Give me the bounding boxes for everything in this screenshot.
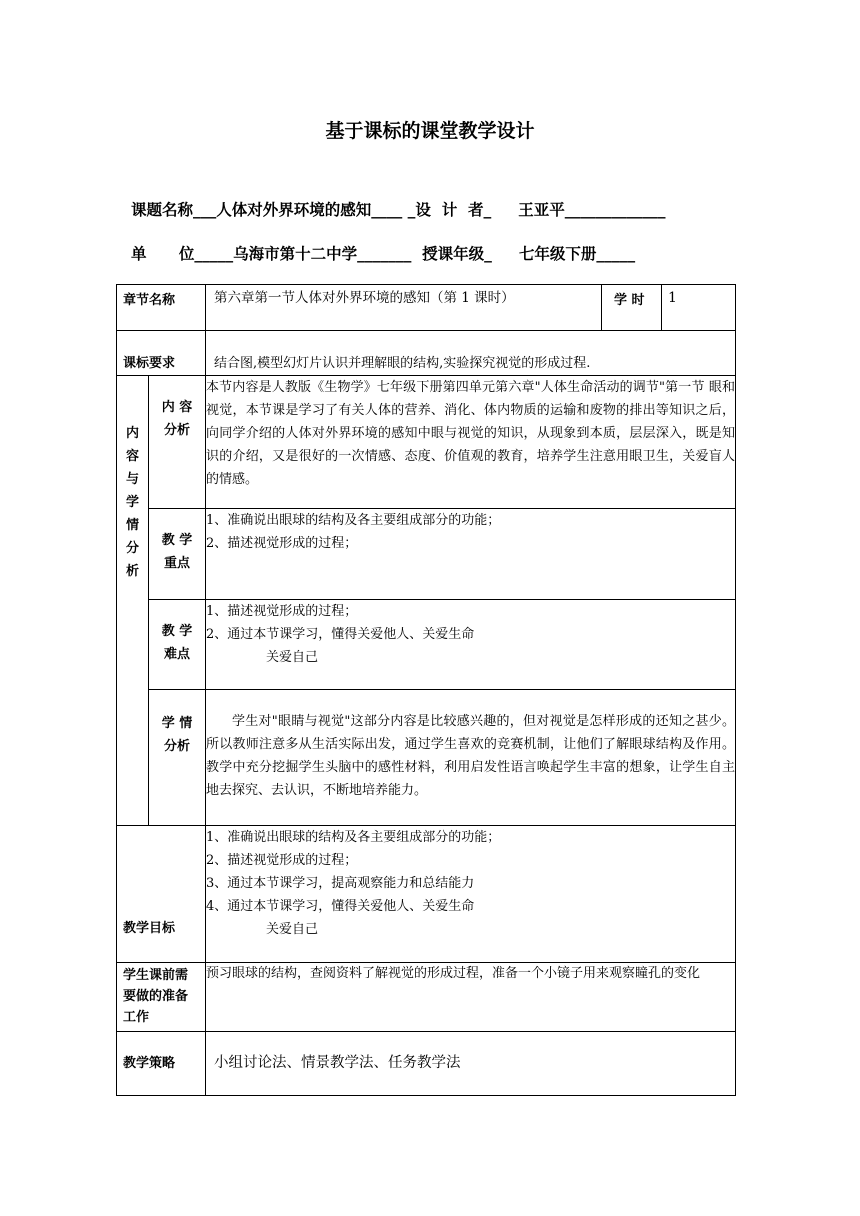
standard-label: 课标要求 xyxy=(117,331,206,376)
lesson-design-table xyxy=(116,284,736,1096)
goal-3: 3、通过本节课学习，提高观察能力和总结能力 xyxy=(206,876,475,891)
difficult-point-3: 关爱自己 xyxy=(266,650,319,665)
strategy-label: 教学策略 xyxy=(117,1032,206,1096)
chapter-row xyxy=(117,285,736,331)
goals-value xyxy=(206,826,736,963)
chapter-value: 第六章第一节人体对外界环境的感知（第 1 课时） xyxy=(206,285,602,331)
key-label: 教 学 重点 xyxy=(149,509,206,600)
goal-2: 2、描述视觉形成的过程； xyxy=(206,853,358,868)
prep-label: 学生课前需要做的准备工作 xyxy=(117,963,206,1032)
goal-4: 4、通过本节课学习，懂得关爱他人、关爱生命 xyxy=(206,899,475,914)
key-point-2: 2、描述视觉形成的过程； xyxy=(206,536,358,551)
difficult-points-value xyxy=(206,600,736,690)
learner-analysis-row xyxy=(117,690,736,826)
analysis-side-label: 内容与学情分析 xyxy=(117,376,149,826)
difficult-point-2: 2、通过本节课学习，懂得关爱他人、关爱生命 xyxy=(206,627,475,642)
goals-label: 教学目标 xyxy=(117,826,206,963)
goals-row xyxy=(117,826,736,963)
hours-value: 1 xyxy=(662,285,736,331)
content-value: 本节内容是人教版《生物学》七年级下册第四单元第六章"人体生命活动的调节"第一节 眼和视觉，本节课是学习了有关人体的营养、消化、体内物质的运输和废物的排出等知识之后，向同学介绍的人体对外界环境的感知中眼与视觉的知识，从现象到本质，层层深入，既是知识的介绍，又是很好的一次情感、态度、价值观的教育，培养学生注意用眼卫生，关爱盲人的情感。 xyxy=(206,376,736,509)
standard-row xyxy=(117,331,736,376)
difficult-label: 教 学 难点 xyxy=(149,600,206,690)
goal-5: 关爱自己 xyxy=(266,922,319,937)
learner-value: 学生对"眼睛与视觉"这部分内容是比较感兴趣的，但对视觉是怎样形成的还知之甚少。所以教师注意多从生活实际出发，通过学生喜欢的竞赛机制，让他们了解眼球结构及作用。教学中充分挖掘学生头脑中的感性材料，利用启发性语言唤起学生丰富的想象，让学生自主地去探究、去认识，不断地培养能力。 xyxy=(206,690,736,826)
difficult-points-row xyxy=(117,600,736,690)
learner-label: 学 情 分析 xyxy=(149,690,206,826)
key-point-1: 1、准确说出眼球的结构及各主要组成部分的功能； xyxy=(206,513,501,528)
page-title: 基于课标的课堂教学设计 xyxy=(325,120,535,142)
difficult-point-1: 1、描述视觉形成的过程； xyxy=(206,604,358,619)
standard-value: 结合图,模型幻灯片认识并理解眼的结构,实验探究视觉的形成过程. xyxy=(206,331,736,376)
meta-line-topic-designer: 课题名称___人体对外界环境的感知____ _设 计 者_ 王亚平_____________ xyxy=(131,201,666,219)
meta-line-school-grade: 单 位_____乌海市第十二中学_______ 授课年级_ 七年级下册_____ xyxy=(131,245,636,263)
hours-label: 学 时 xyxy=(602,285,662,331)
key-points-row xyxy=(117,509,736,600)
content-analysis-row xyxy=(117,376,736,509)
strategy-row xyxy=(117,1032,736,1096)
key-points-value xyxy=(206,509,736,600)
prep-value: 预习眼球的结构，查阅资料了解视觉的形成过程，准备一个小镜子用来观察瞳孔的变化 xyxy=(206,963,736,1032)
preparation-row xyxy=(117,963,736,1032)
strategy-value: 小组讨论法、情景教学法、任务教学法 xyxy=(206,1032,736,1096)
chapter-label: 章节名称 xyxy=(117,285,206,331)
goal-1: 1、准确说出眼球的结构及各主要组成部分的功能； xyxy=(206,830,501,845)
content-label: 内 容 分析 xyxy=(149,376,206,509)
